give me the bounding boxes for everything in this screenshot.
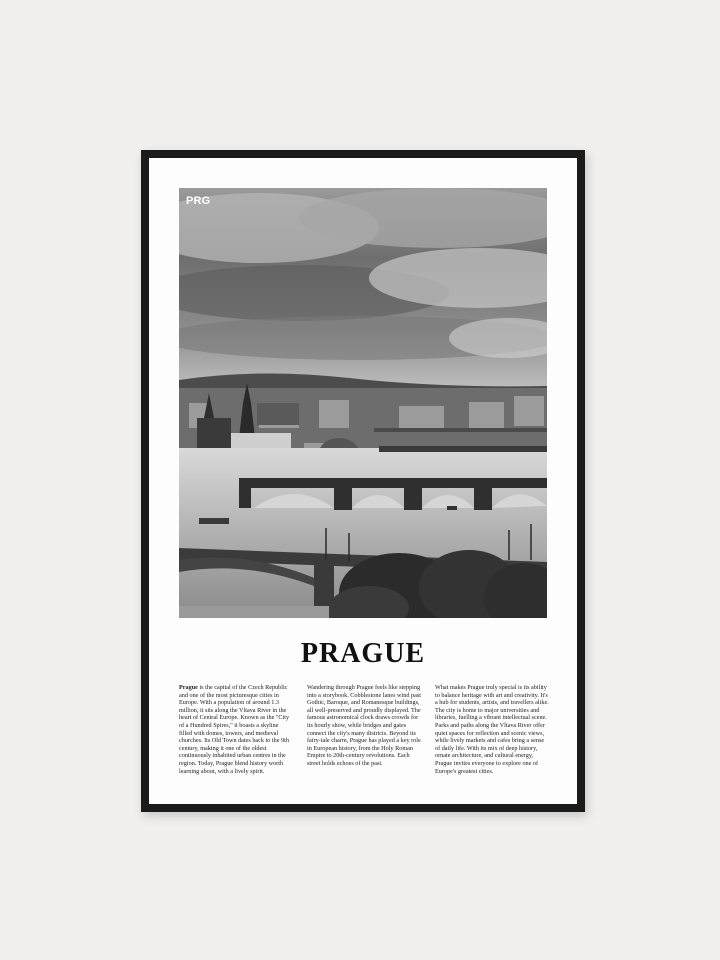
poster-mat xyxy=(149,158,577,804)
prague-bridges-photo xyxy=(179,188,547,618)
column-text: is the capital of the Czech Republic and one of the most picturesque cities in Europe. With a population of around 1.3 million, it sits along the Vltava River in the heart of Central Europe. Known as the "City of a Hundred Spires," it boasts a skyline filled with domes, towers, and medieval churches. Its Old Town dates back to the 9th century, making it one of the oldest continuously inhabited urban centres in the region. Today, Prague blend history worth learning about, with a lively spirit. xyxy=(179,684,290,775)
description-column-2 xyxy=(307,684,421,775)
description-columns xyxy=(179,684,549,775)
poster-frame xyxy=(141,150,585,812)
column-text: What makes Prague truly special is its ability to balance heritage with art and creativity. It's a hub for students, artists, and travellers alike. The city is home to major universities and libraries, fuelling a vibrant intellectual scene. Parks and paths along the Vltava River offer quiet spaces for reflection and scenic views, while lively markets and cafes bring a sense of daily life. With its mix of deep history, ornate architecture, and cultural energy, Prague invites everyone to explore one of Europe's greatest cities. xyxy=(435,684,549,775)
city-code-label: PRG xyxy=(186,195,211,207)
description-column-3 xyxy=(435,684,549,775)
cityscape-illustration xyxy=(179,188,547,618)
poster-title: PRAGUE xyxy=(300,638,426,669)
column-text: Wandering through Prague feels like stepping into a storybook. Cobblestone lanes wind past Gothic, Baroque, and Romanesque buildings, all well-preserved and proudly displayed. The famous astronomical clock draws crowds for its hourly show, while bridges and gates connect the city's many districts. Beyond its fairy-tale charm, Prague has played a key role in European history, from the Holy Roman Empire to 20th-century revolutions. Each street holds echoes of the past. xyxy=(307,684,421,767)
description-column-1 xyxy=(179,684,293,775)
column-lead: Prague xyxy=(179,684,198,691)
